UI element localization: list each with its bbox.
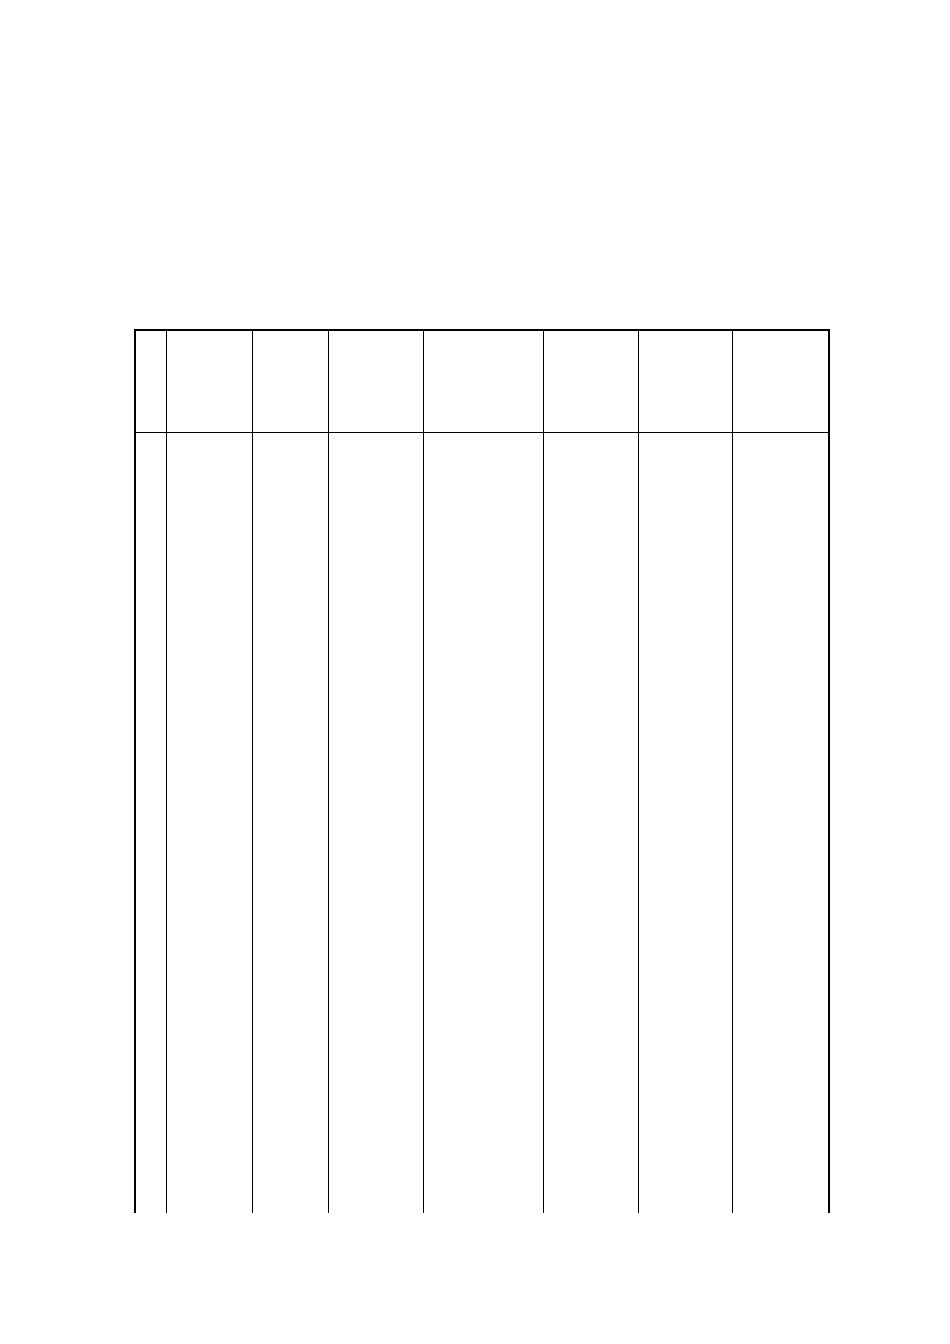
header-steps [424,331,543,432]
column-divider [732,331,733,1213]
column-divider [543,331,544,1213]
cell-topic [167,433,252,495]
header-seq [136,331,166,432]
cell-experiment-name-line [261,464,321,495]
column-divider [423,331,424,1213]
cell-experiment-name-line [261,433,321,464]
topic-line [167,464,252,495]
experiment-table [134,329,830,1213]
column-divider [638,331,639,1213]
header-topic [167,331,252,432]
header-conclusion [733,331,826,432]
header-tips [544,331,638,432]
cell-experiment-name-line [261,495,321,526]
header-phenomena [639,331,732,432]
cell-experiment-name [261,433,321,526]
topic-line [167,433,252,464]
column-divider [328,331,329,1213]
column-divider [252,331,253,1213]
header-equipment [329,331,423,432]
header-experiment-name [253,331,328,432]
